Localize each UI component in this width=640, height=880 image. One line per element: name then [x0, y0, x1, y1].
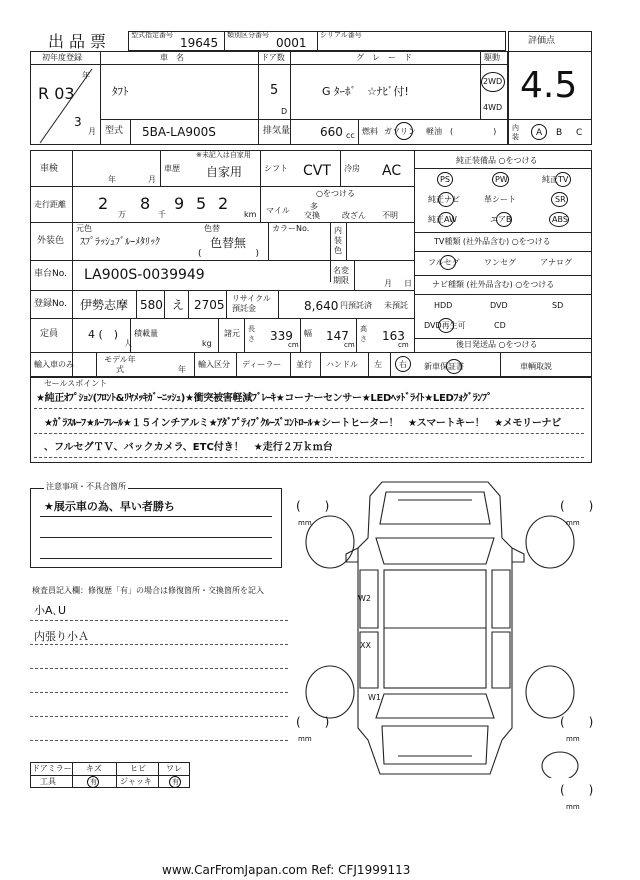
mileage-km: km: [244, 210, 257, 219]
inspection-month: 月: [148, 175, 156, 184]
tire-rr-bracket: ( ): [560, 715, 594, 729]
recycle-label: リサイクル預託金: [232, 294, 271, 313]
sales-label: セールスポイント: [44, 379, 108, 388]
nav-header: ナビ種類 (社外品含む) ○をつける: [432, 280, 555, 289]
plate-area: 伊勢志摩: [80, 298, 129, 312]
mileage-digit-5: 2: [218, 194, 229, 213]
inspector-line-1: 小A､U: [34, 604, 67, 617]
name-change-month: 月: [384, 279, 392, 288]
nav-hdd: HDD: [434, 301, 453, 310]
handle-right-circle: [395, 356, 411, 372]
later-manual: 車輌取説: [520, 362, 552, 371]
tv-header: TV種類 (社外品含む) ○をつける: [434, 237, 551, 246]
mileage-man: 万: [118, 210, 126, 219]
equip-tv-circle: [555, 172, 571, 187]
tire-spare-bracket: ( ): [560, 783, 594, 797]
handle-left: 左: [374, 360, 382, 369]
legend-tools: 工具: [40, 777, 56, 786]
length-cm: cm: [288, 341, 299, 349]
plate-class: 580: [140, 298, 163, 312]
first-reg-year-unit: 年: [82, 71, 90, 80]
mileage-opt-tamper: 改ざん: [342, 211, 366, 220]
car-name-label: 車 名: [160, 53, 184, 62]
color-change-label: 色替: [204, 224, 220, 233]
height-label: 高さ: [360, 325, 367, 343]
fuel-diesel: 軽油: [426, 127, 442, 136]
drive-2wd: 2WD: [483, 77, 503, 86]
shift-value: CVT: [303, 163, 331, 179]
equip-airbag-circle: [496, 212, 512, 227]
grade-value: G ﾀｰﾎﾞ ☆ﾅﾋﾞ付!: [322, 85, 409, 98]
mileage-opt-many: 多: [310, 202, 318, 211]
tv-analog: アナログ: [540, 258, 572, 267]
model-year-label: モデル年式: [104, 355, 136, 374]
equip-navi-circle: [438, 192, 454, 207]
recycle-amount: 8,640: [304, 299, 339, 313]
plate-kana: え: [172, 298, 185, 312]
car-name: ﾀﾌﾄ: [112, 85, 129, 98]
interior-label: 内装: [512, 124, 519, 141]
legend-door-mirror: ドアミラー: [32, 764, 72, 773]
type-label: 型式: [105, 126, 124, 136]
sales-line-2: ★ｶﾞﾗｽﾙｰﾌ★ﾙｰﾌﾚｰﾙ★１５インチアルミ★ｱﾀﾞﾌﾟﾃｨﾌﾞｸﾙｰｽﾞｺﾝﾄﾛｰﾙ★シートヒーター！ ★スマートキー！ ★メモリーナビ: [44, 418, 561, 429]
mileage-digit-3: 9: [174, 194, 185, 213]
equip-ps-circle: [437, 172, 453, 187]
model-cert-label: 型式指定番号: [131, 31, 173, 39]
shift-label: シフト: [264, 164, 288, 173]
plate-number: 2705: [194, 298, 225, 312]
fuel-label: 燃料: [362, 127, 378, 136]
equip-pw-circle: [492, 172, 509, 187]
drive-2wd-circle: [481, 72, 505, 92]
nav-dvd-play: DVD再生可: [424, 321, 466, 330]
legend-jack-have: 有: [172, 778, 179, 786]
equip-airbag: エアB: [490, 215, 512, 224]
grade-label: グ レ ー ド: [356, 53, 412, 62]
width-cm: cm: [344, 341, 355, 349]
load-label: 積載量: [134, 329, 158, 338]
later-warranty: 新車保証書: [424, 362, 464, 371]
color-change-value: 色替無: [210, 236, 247, 250]
handle-label: ハンドル: [326, 360, 358, 369]
sheet-title: 出品票: [48, 32, 112, 51]
inspector-label: 検査員記入欄：修復歴「有」の場合は修復箇所・交換箇所を記入: [32, 586, 264, 595]
color-no-label: カラーNo.: [272, 224, 310, 233]
tv-oneseg: ワンセグ: [484, 258, 516, 267]
tire-rl-mm: mm: [298, 735, 312, 743]
capacity-value: 4 ( ): [88, 328, 119, 341]
diagram-mark-w1: W1: [368, 693, 381, 702]
sales-line-3: 、フルセグＴＶ、バックカメラ、ETC付き！ ★走行２万ｋｍ台: [44, 442, 333, 453]
color-paren: ( ): [198, 249, 260, 259]
height-value: 163: [382, 329, 405, 343]
equip-abs: ABS: [552, 215, 568, 224]
footer-watermark: www.CarFromJapan.com Ref: CFJ1999113: [162, 863, 411, 877]
score-value: 4.5: [520, 65, 578, 106]
chassis-label: 車台No.: [34, 269, 67, 279]
legend-tools-have: 有: [90, 778, 97, 786]
equip-aw-circle: [438, 212, 454, 227]
first-reg-month: 3: [74, 115, 82, 129]
width-label: 幅: [304, 329, 312, 338]
equipment-header: 純正装備品 ○をつける: [456, 156, 538, 165]
name-change-label: 名変期限: [333, 266, 349, 285]
model-cert-number: 19645: [180, 36, 219, 50]
type-value: 5BA-LA900S: [142, 125, 216, 139]
capacity-label: 定員: [40, 329, 59, 339]
tire-fr-mm: mm: [566, 519, 580, 527]
drive-4wd: 4WD: [483, 103, 503, 112]
load-kg: kg: [202, 339, 212, 348]
name-change-day: 日: [404, 279, 412, 288]
color-value: ｽﾌﾟﾗｯｼｭﾌﾞﾙｰﾒﾀﾘｯｸ: [80, 237, 160, 248]
mileage-sen: 千: [158, 210, 166, 219]
mileage-label: 走行距離: [34, 200, 66, 209]
fuel-other: ( ): [450, 127, 497, 136]
tire-fl-bracket: ( ): [296, 499, 330, 513]
sales-line-1: ★純正ｵﾌﾟｼｮﾝ(ﾌﾛﾝﾄ&ﾘﾔﾒｯｷｶﾞｰﾆｯｼｭ)★衝突被害軽減ﾌﾞﾚｰｷ★コーナーセンサー★LEDﾍｯﾄﾞﾗｲﾄ★LEDﾌｫｸﾞﾗﾝﾌﾟ: [36, 393, 492, 404]
legend-jack: ジャッキ: [120, 777, 152, 786]
displacement-label: 排気量: [263, 126, 291, 136]
legend-break: ワレ: [166, 764, 182, 773]
notes-line-1: ★展示車の為、早い者勝ち: [44, 500, 175, 513]
category-label: 類別区分番号: [227, 31, 269, 39]
first-reg-month-unit: 月: [88, 127, 96, 136]
equip-tv: 純正TV: [542, 175, 569, 184]
first-reg-era: R 03: [38, 84, 75, 103]
import-parallel: 並行: [296, 360, 312, 369]
nav-sd: SD: [552, 301, 564, 310]
score-label: 評価点: [528, 36, 556, 46]
equip-sr: SR: [555, 195, 566, 204]
tire-rr-mm: mm: [566, 735, 580, 743]
legend-tools-circle: [87, 776, 99, 788]
nav-dvd-play-circle: [438, 318, 454, 333]
displacement-value: 660: [320, 125, 343, 139]
handle-right: 右: [399, 360, 407, 369]
notes-label: 注意事項・不具合箇所: [46, 482, 126, 491]
first-reg-slash: [30, 65, 100, 145]
interior-color-label: 内装色: [334, 226, 342, 255]
color-label: 外装色: [37, 236, 65, 246]
capacity-unit: 人: [124, 339, 132, 348]
recycle-none: 未預託: [384, 301, 408, 310]
equip-ps: PS: [440, 175, 450, 184]
model-year-unit: 年: [178, 365, 186, 374]
first-reg-label: 初年度登録: [42, 53, 82, 62]
doors-value: 5: [270, 83, 279, 98]
interior-grade-a-circle: [531, 124, 547, 140]
inspection-year: 年: [108, 175, 116, 184]
mileage-digit-2: 8: [140, 194, 151, 213]
orig-color-label: 元色: [76, 224, 92, 233]
nav-cd: CD: [494, 321, 506, 330]
tv-fullseg-circle: [440, 255, 456, 270]
tire-spare-mm: mm: [566, 803, 580, 811]
width-value: 147: [326, 329, 349, 343]
length-label: 長さ: [248, 325, 255, 343]
inspector-line-2: 内張り小Ａ: [34, 630, 89, 643]
mileage-check-label: ○をつける: [316, 189, 355, 198]
cc-unit: cc: [346, 131, 355, 140]
legend-scratch: キズ: [86, 764, 102, 773]
mileage-digit-1: 2: [98, 194, 109, 213]
interior-grade-b: B: [556, 128, 563, 138]
fuel-gasoline-circle: [395, 122, 413, 140]
car-diagram: [290, 478, 590, 778]
equip-aw: 純正AW: [428, 215, 457, 224]
equip-sr-circle: [551, 192, 568, 207]
legend-crack: ヒビ: [130, 764, 146, 773]
diagram-mark-xx: XX: [360, 641, 371, 650]
interior-grade-c: C: [576, 128, 583, 138]
mileage-opt-exchange: 交換: [304, 211, 320, 220]
import-label: 輸入車のみ: [34, 360, 74, 369]
mileage-opt-unknown: 不明: [382, 211, 398, 220]
import-dealer: ディーラー: [242, 360, 282, 369]
legend-jack-circle: [169, 776, 181, 788]
tire-fr-bracket: ( ): [560, 499, 594, 513]
plate-label: 登録No.: [34, 299, 67, 309]
length-value: 339: [270, 329, 293, 343]
ac-label: 冷房: [344, 164, 360, 173]
doors-suffix: D: [281, 107, 288, 116]
interior-grade-a: A: [536, 128, 543, 138]
use-note: ※未記入は自家用: [196, 151, 251, 159]
nav-dvd: DVD: [490, 301, 508, 310]
equip-navi: 純正ナビ: [428, 195, 460, 204]
mileage-opt-mile: マイル: [266, 206, 290, 215]
equip-pw: PW: [495, 175, 508, 184]
mileage-digit-4: 5: [196, 194, 207, 213]
tire-fl-mm: mm: [298, 519, 312, 527]
equip-leather: 革シート: [484, 195, 516, 204]
height-cm: cm: [398, 341, 409, 349]
use-value: 自家用: [206, 165, 243, 179]
later-warranty-circle: [446, 359, 462, 374]
chassis-value: LA900S-0039949: [84, 267, 205, 283]
doors-label: ドア数: [261, 53, 285, 62]
drive-label: 駆動: [484, 53, 500, 62]
import-type-label: 輸入区分: [198, 360, 230, 369]
use-label: 車歴: [164, 164, 180, 173]
later-header: 後日発送品 ○をつける: [456, 340, 538, 349]
tv-fullseg: フルセグ: [428, 258, 460, 267]
inspection-label: 車検: [40, 164, 59, 174]
recycle-unit: 円預託済: [340, 301, 372, 310]
dims-label: 諸元: [224, 329, 240, 338]
equip-abs-circle: [549, 212, 569, 227]
serial-label: シリアル番号: [320, 31, 362, 39]
tire-rl-bracket: ( ): [296, 715, 330, 729]
ac-value: AC: [382, 163, 402, 179]
category-number: 0001: [276, 36, 307, 50]
fuel-gasoline: ガソリン: [384, 127, 416, 136]
diagram-mark-w2: W2: [358, 594, 371, 603]
